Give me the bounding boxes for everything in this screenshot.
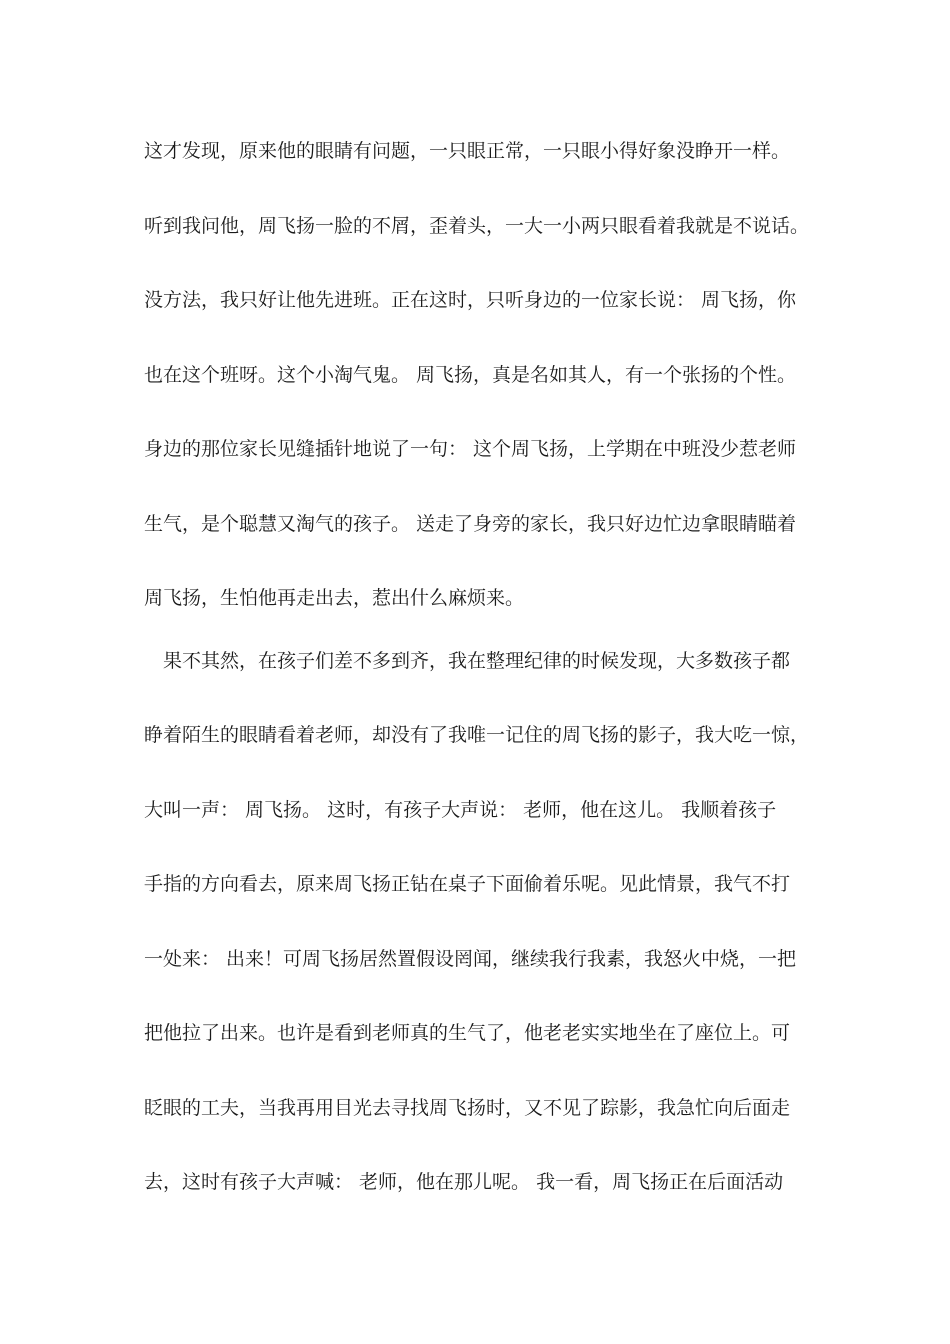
text-line-10: 大叫一声： 周飞扬。 这时，有孩子大声说： 老师，他在这儿。 我顺着孩子	[144, 799, 777, 821]
text-line-5: 身边的那位家长见缝插针地说了一句： 这个周飞扬，上学期在中班没少惹老师	[144, 438, 797, 460]
text-line-3: 没方法，我只好让他先进班。正在这时，只听身边的一位家长说： 周飞扬，你	[144, 289, 797, 311]
text-line-11: 手指的方向看去，原来周飞扬正钻在桌子下面偷着乐呢。见此情景，我气不打	[144, 873, 791, 895]
text-line-2: 听到我问他，周飞扬一脸的不屑，歪着头，一大一小两只眼看着我就是不说话。	[144, 215, 810, 237]
text-line-12: 一处来： 出来！可周飞扬居然置假设罔闻，继续我行我素，我怒火中烧，一把	[144, 948, 797, 970]
text-line-1: 这才发现，原来他的眼睛有问题，一只眼正常，一只眼小得好象没睁开一样。	[144, 140, 791, 162]
text-line-4: 也在这个班呀。这个小淘气鬼。 周飞扬，真是名如其人，有一个张扬的个性。	[144, 364, 797, 386]
text-line-15: 去，这时有孩子大声喊： 老师，他在那儿呢。 我一看，周飞扬正在后面活动	[144, 1171, 784, 1193]
text-line-6: 生气，是个聪慧又淘气的孩子。 送走了身旁的家长，我只好边忙边拿眼睛瞄着	[144, 513, 797, 535]
text-line-8: 果不其然，在孩子们差不多到齐，我在整理纪律的时候发现，大多数孩子都	[144, 650, 791, 672]
text-line-7: 周飞扬，生怕他再走出去，惹出什么麻烦来。	[144, 587, 525, 609]
text-line-13: 把他拉了出来。也许是看到老师真的生气了，他老老实实地坐在了座位上。可	[144, 1022, 791, 1044]
text-line-9: 睁着陌生的眼睛看着老师，却没有了我唯一记住的周飞扬的影子，我大吃一惊，	[144, 724, 810, 746]
text-line-14: 眨眼的工夫，当我再用目光去寻找周飞扬时，又不见了踪影，我急忙向后面走	[144, 1097, 791, 1119]
